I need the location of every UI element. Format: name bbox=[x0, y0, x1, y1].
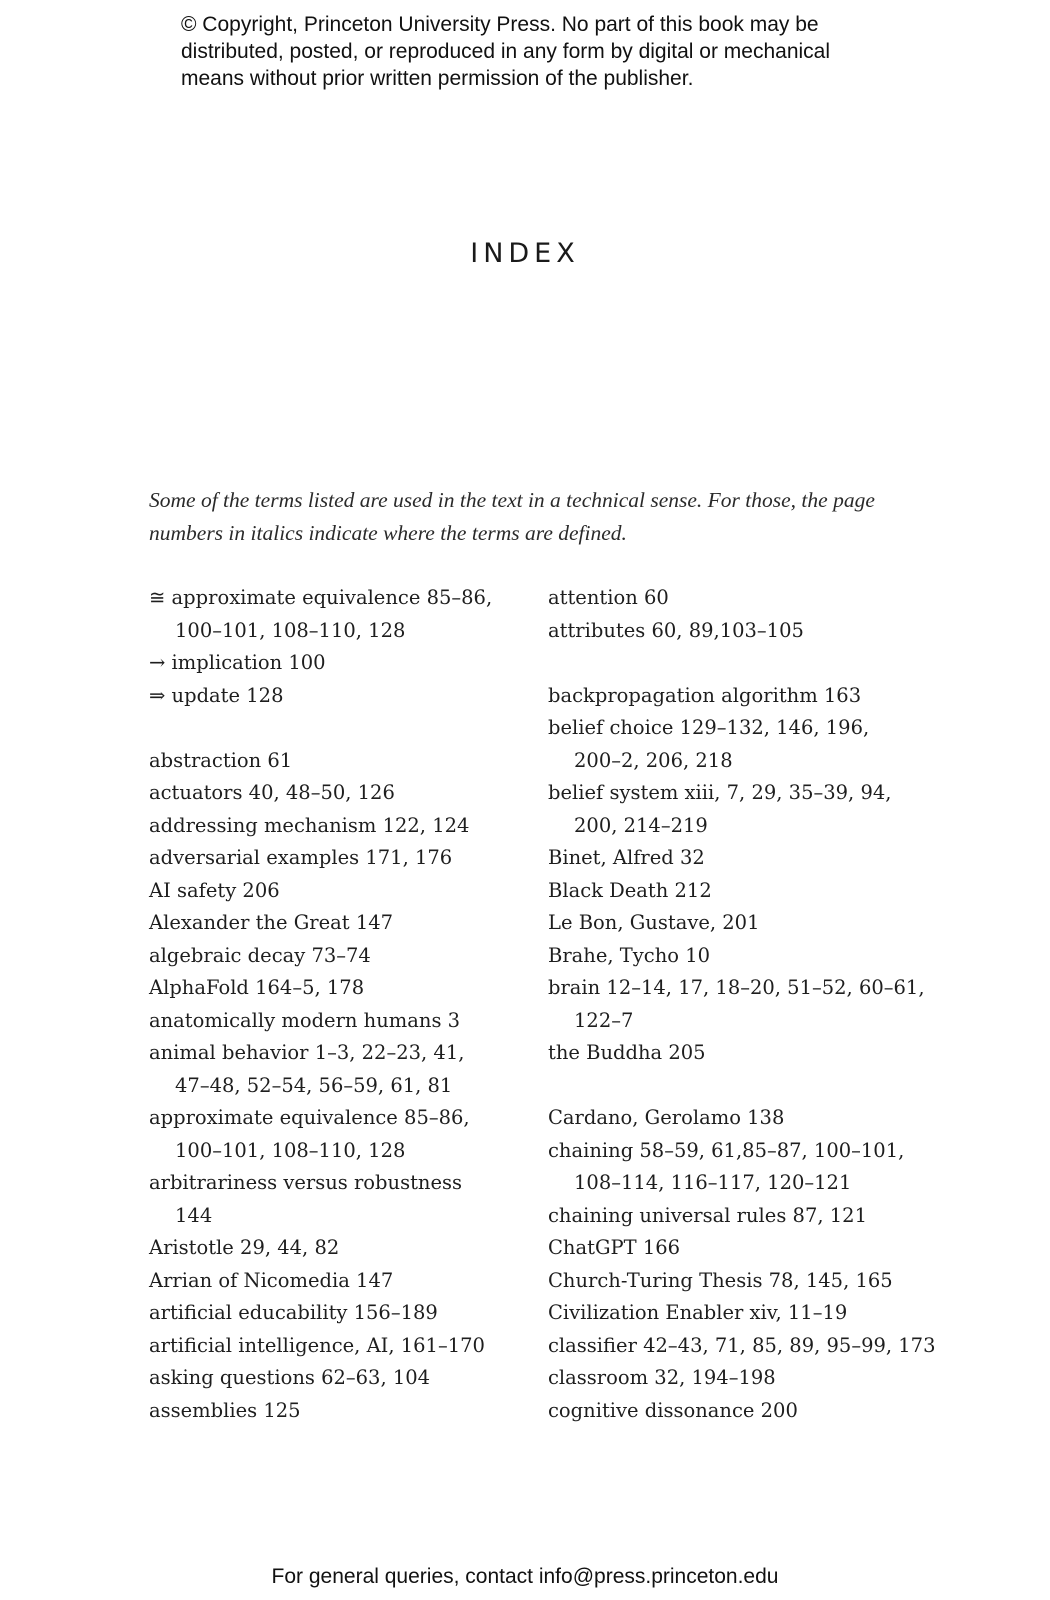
index-entry: attention 60 bbox=[548, 586, 669, 609]
index-entry: Aristotle 29, 44, 82 bbox=[149, 1236, 340, 1259]
index-entry: Brahe, Tycho 10 bbox=[548, 943, 711, 967]
index-column-right bbox=[548, 582, 948, 1427]
index-entry-continuation: 200–2, 206, 218 bbox=[574, 748, 733, 772]
index-entry: → implication 100 bbox=[149, 651, 326, 674]
index-entry: Le Bon, Gustave, 201 bbox=[548, 911, 760, 934]
index-entry: chaining 58–59, 61,85–87, 100–101, bbox=[548, 1138, 905, 1162]
index-entry: anatomically modern humans 3 bbox=[149, 1008, 461, 1032]
index-entry: Binet, Alfred 32 bbox=[548, 846, 705, 869]
index-entry: abstraction 61 bbox=[149, 748, 293, 772]
copyright-notice bbox=[181, 11, 941, 92]
copyright-line: distributed, posted, or reproduced in any form by digital or mechanical bbox=[181, 40, 831, 63]
footer-contact: For general queries, contact info@press.princeton.edu bbox=[271, 1565, 779, 1588]
index-entry: adversarial examples 171, 176 bbox=[149, 846, 453, 869]
index-entry: algebraic decay 73–74 bbox=[149, 943, 371, 967]
index-entry: backpropagation algorithm 163 bbox=[548, 683, 862, 707]
index-entry: artificial educability 156–189 bbox=[149, 1301, 438, 1324]
index-entry: classifier 42–43, 71, 85, 89, 95–99, 173 bbox=[548, 1333, 936, 1357]
index-entry: belief system xiii, 7, 29, 35–39, 94, bbox=[548, 781, 892, 804]
intro-line: numbers in italics indicate where the terms are defined. bbox=[149, 520, 627, 545]
index-entry: the Buddha 205 bbox=[548, 1041, 706, 1064]
index-entry: chaining universal rules 87, 121 bbox=[548, 1203, 867, 1227]
index-entry: brain 12–14, 17, 18–20, 51–52, 60–61, bbox=[548, 976, 925, 999]
index-entry: animal behavior 1–3, 22–23, 41, bbox=[149, 1041, 465, 1064]
index-entry: addressing mechanism 122, 124 bbox=[149, 813, 470, 837]
index-entry-continuation: 122–7 bbox=[574, 1008, 634, 1032]
index-entry: Black Death 212 bbox=[548, 878, 712, 902]
index-entry: belief choice 129–132, 146, 196, bbox=[548, 716, 870, 739]
index-entry: Arrian of Nicomedia 147 bbox=[149, 1268, 394, 1292]
index-entry: Civilization Enabler xiv, 11–19 bbox=[548, 1301, 848, 1324]
index-intro bbox=[149, 484, 929, 549]
index-entry: ChatGPT 166 bbox=[548, 1236, 681, 1259]
index-entry: approximate equivalence 85–86, bbox=[149, 1106, 470, 1129]
intro-line: Some of the terms listed are used in the text in a technical sense. For those, the page bbox=[149, 488, 875, 512]
section-gap bbox=[149, 712, 529, 745]
index-entry-continuation: 47–48, 52–54, 56–59, 61, 81 bbox=[175, 1073, 453, 1097]
index-entry: cognitive dissonance 200 bbox=[548, 1398, 798, 1422]
index-entry-continuation: 108–114, 116–117, 120–121 bbox=[574, 1171, 852, 1194]
index-entry-continuation: 200, 214–219 bbox=[574, 813, 708, 837]
index-entry: AI safety 206 bbox=[149, 878, 280, 902]
index-entry: Church-Turing Thesis 78, 145, 165 bbox=[548, 1268, 893, 1292]
index-entry: classroom 32, 194–198 bbox=[548, 1366, 776, 1389]
index-entry: attributes 60, 89,103–105 bbox=[548, 618, 804, 642]
copyright-line: © Copyright, Princeton University Press. No part of this book may be bbox=[181, 13, 819, 36]
index-entry-continuation: 100–101, 108–110, 128 bbox=[175, 1138, 406, 1162]
index-entry: ≅ approximate equivalence 85–86, bbox=[149, 586, 493, 609]
page-title: INDEX bbox=[470, 238, 580, 269]
index-entry-continuation: 144 bbox=[175, 1203, 213, 1227]
index-entry: asking questions 62–63, 104 bbox=[149, 1366, 431, 1389]
copyright-line: means without prior written permission of the publisher. bbox=[181, 67, 694, 90]
index-entry: arbitrariness versus robustness bbox=[149, 1171, 463, 1194]
index-entry: assemblies 125 bbox=[149, 1398, 301, 1422]
section-gap bbox=[548, 1070, 948, 1103]
index-column-left bbox=[149, 582, 529, 1427]
index-entry: Cardano, Gerolamo 138 bbox=[548, 1106, 785, 1129]
index-entry: actuators 40, 48–50, 126 bbox=[149, 781, 395, 804]
index-entry: artificial intelligence, AI, 161–170 bbox=[149, 1333, 485, 1357]
index-entry: AlphaFold 164–5, 178 bbox=[149, 976, 365, 999]
index-entry-continuation: 100–101, 108–110, 128 bbox=[175, 618, 406, 642]
index-entry: ⇒ update 128 bbox=[149, 683, 284, 707]
index-entry: Alexander the Great 147 bbox=[149, 911, 394, 934]
section-gap bbox=[548, 647, 948, 680]
